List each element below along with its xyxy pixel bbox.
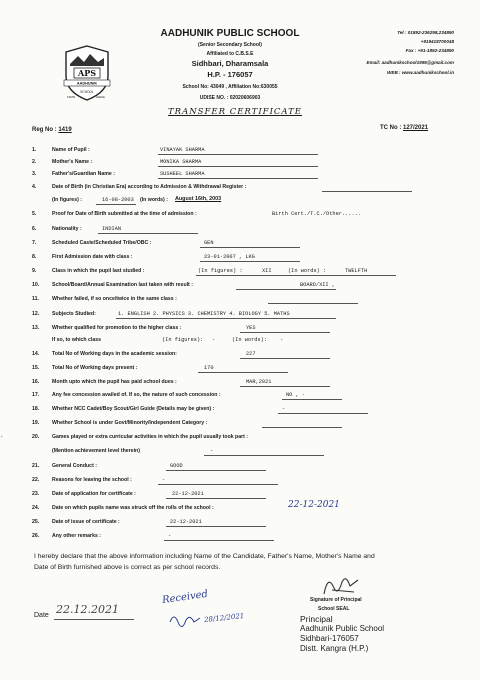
field-value: 227 [246, 351, 256, 357]
field-label: Proof for Date of Birth submitted at the time of admission : [52, 211, 197, 217]
field-value: MAR,2021 [246, 379, 272, 385]
field-underline [200, 247, 300, 248]
field-value: 22-12-2021 [170, 519, 202, 525]
stamp-line3: Distt. Kangra (H.P.) [300, 644, 369, 653]
promo-words-label: (In words): [232, 337, 267, 343]
field-underline [240, 358, 330, 359]
fax: Fax : +91-1892-234890 [405, 48, 454, 53]
field-label: If so, to which class [52, 337, 102, 343]
field-number: 20. [32, 434, 40, 440]
field-number: 16. [32, 379, 40, 385]
field-label: Games played or extra curricular activities in which the pupil usually took part : [52, 434, 249, 440]
website: WEB : www.aadhunikschool.in [387, 70, 454, 75]
field-underline [96, 204, 136, 205]
field-number: 8. [32, 254, 37, 260]
field-value: - [0, 434, 4, 440]
field-value: Birth Cert./T.C./Other...... [272, 211, 362, 217]
field-label: Mother's Name : [52, 159, 93, 165]
field-number: 3. [32, 171, 37, 177]
email: Email: aadhunikschool1995@gmail.com [366, 60, 454, 65]
field-label: Reasons for leaving the school : [52, 477, 132, 483]
promo-words-value: - [280, 337, 284, 343]
field-number: 13. [32, 325, 40, 331]
field-number: 22. [32, 477, 40, 483]
field-number: 21. [32, 463, 40, 469]
field-value: YES [246, 325, 256, 331]
field-underline [240, 332, 330, 333]
dob-words-value: August 16th, 2003 [175, 196, 222, 202]
field-label: Whether failed, if so once/twice in the same class : [52, 296, 177, 302]
field-number: 15. [32, 365, 40, 371]
field-number: 10. [32, 282, 40, 288]
logo-side-right: LEDGE [96, 96, 105, 99]
field-value: INDIAN [102, 226, 122, 232]
field-number: 2. [32, 159, 37, 165]
field-value: GEN [204, 240, 214, 246]
field-number: 6. [32, 226, 37, 232]
telephone: Tel : 01892-236298,234890 [397, 30, 454, 35]
field-underline [166, 526, 266, 527]
field-underline [158, 166, 318, 167]
field-value: BOARD/XII , [300, 282, 335, 288]
struck-off-date-handwritten: 22-12-2021 [288, 500, 340, 510]
field-label: Month upto which the pupil has paid school dues : [52, 379, 177, 385]
dob-words-label: (In words) : [140, 197, 168, 203]
field-number: 25. [32, 519, 40, 525]
received-date-handwritten: 28/12/2021 [203, 611, 245, 625]
field-label: Whether School is under Govt/Minority/Independent Category : [52, 420, 208, 426]
field-value: VINAYAK SHARMA [160, 147, 205, 153]
field-value: 16-08-2003 [102, 197, 134, 203]
field-number: 4. [32, 184, 37, 190]
tc-value: 127/2021 [403, 125, 429, 131]
field-label: Class in which the pupil last studied : [52, 268, 145, 274]
field-label: Date on which pupils name was struck off the rolls of the school : [52, 505, 214, 511]
tc-label: TC No : [380, 125, 402, 131]
field-number: 7. [32, 240, 37, 246]
field-value: SUSHEEL SHARMA [160, 171, 205, 177]
date-underline [54, 619, 134, 620]
field-underline [262, 427, 342, 428]
class-figures-value: XII [262, 268, 272, 274]
field-underline [158, 484, 278, 485]
field-number: 26. [32, 533, 40, 539]
field-label: Scheduled Caste/Scheduled Tribe/OBC : [52, 240, 152, 246]
field-underline [278, 413, 368, 414]
field-number: 11. [32, 296, 39, 302]
field-label: General Conduct : [52, 463, 97, 469]
field-value: 1. ENGLISH 2. PHYSICS 3. CHEMISTRY 4. BIOLOGY 5. MATHS [118, 311, 290, 317]
field-underline [166, 470, 266, 471]
stamp-title: Principal [300, 614, 333, 624]
field-underline [200, 261, 300, 262]
field-underline [236, 289, 336, 290]
mobile: +919418700048 [420, 39, 454, 44]
field-underline [116, 318, 336, 319]
field-number: 23. [32, 491, 40, 497]
school-seal-label: School SEAL [318, 606, 350, 612]
school-address-line2: H.P. - 176057 [207, 70, 253, 79]
field-label: (Mention achievement level therein) [52, 448, 140, 454]
logo-letters: APS [78, 68, 96, 78]
field-value: - [162, 477, 166, 483]
class-words-label: (In words) : [288, 268, 327, 274]
principal-signature-icon [318, 570, 368, 600]
reg-number [32, 127, 72, 133]
reg-label: Reg No : [32, 127, 57, 133]
field-value: 170 [204, 365, 214, 371]
school-address-line1: Sidhbari, Dharamsala [191, 59, 269, 68]
field-number: 1. [32, 147, 37, 153]
school-affiliation: Affiliated to C.B.S.E [206, 51, 254, 57]
field-underline [164, 540, 274, 541]
field-label: Total No of Working days present : [52, 365, 138, 371]
field-value: MONIKA SHARMA [160, 159, 202, 165]
field-label: (In figures) : [52, 197, 82, 203]
field-label: Date of issue of certificate : [52, 519, 120, 525]
field-label: Father's/Guardian Name : [52, 171, 115, 177]
reg-value: 1419 [58, 127, 72, 133]
field-label: Subjects Studied: [52, 311, 96, 317]
field-number: 9. [32, 268, 37, 274]
field-value: - [282, 406, 286, 412]
promo-figures-label: (In figures): [162, 337, 204, 343]
field-number: 24. [32, 505, 40, 511]
signature-label: Signature of Principal [310, 597, 362, 603]
field-underline [198, 372, 288, 373]
stamp-line2: Sidhbari-176057 [300, 634, 359, 643]
declaration-line2: Date of Birth furnished above is correct as per school records. [34, 564, 221, 571]
field-label: Whether qualified for promotion to the higher class : [52, 325, 182, 331]
field-underline [282, 399, 342, 400]
field-value: GOOD [170, 463, 183, 469]
udise-number: UDISE NO. : 02020606903 [199, 95, 261, 101]
field-underline [204, 455, 324, 456]
promo-figures-value: - [212, 337, 216, 343]
received-handwritten: Received [161, 588, 209, 607]
field-value: 22-12-2021 [172, 491, 204, 497]
field-underline [158, 178, 318, 179]
class-words-value: TWELFTH [345, 268, 368, 274]
school-level: (Senior Secondary School) [198, 42, 262, 48]
field-value: - [168, 533, 172, 539]
received-signature-icon [168, 610, 208, 628]
field-underline [166, 498, 266, 499]
field-underline [240, 386, 330, 387]
stamp-line1: Aadhunik Public School [300, 624, 385, 633]
date-handwritten: 22.12.2021 [56, 603, 119, 616]
field-label: First Admission date with class : [52, 254, 133, 260]
field-number: 19. [32, 420, 40, 426]
school-logo-icon [62, 44, 112, 102]
field-number: 5. [32, 211, 37, 217]
field-label: Name of Pupil : [52, 147, 90, 153]
logo-banner: AADHUNIK [76, 81, 98, 86]
field-value: 23-01-2007 , LKG [204, 254, 255, 260]
certificate-title: TRANSFER CERTIFICATE [168, 107, 302, 117]
tc-number [380, 125, 428, 131]
school-name: AADHUNIK PUBLIC SCHOOL [160, 28, 300, 39]
field-label: Nationality : [52, 226, 82, 232]
field-underline [268, 303, 358, 304]
field-underline [158, 154, 318, 155]
class-underline [196, 275, 396, 276]
field-number: 17. [32, 392, 40, 398]
field-label: Total No of Working days in the academic session: [52, 351, 177, 357]
date-label: Date [34, 612, 49, 619]
field-label: Any fee concession availed of. If so, the nature of such concession : [52, 392, 221, 398]
field-label: Date of application for certificate : [52, 491, 136, 497]
field-label: Date of Birth (in Christian Era) according to Admission & Withdrawal Register : [52, 184, 247, 190]
field-value: - [210, 448, 214, 454]
field-number: 12. [32, 311, 40, 317]
logo-motto: SCHOOL [80, 90, 94, 94]
school-number: School No: 43049 , Affiliation No:630055 [182, 84, 278, 90]
field-label: School/Board/Annual Examination last taken with result : [52, 282, 193, 288]
field-underline [98, 233, 198, 234]
field-label: Whether NCC Cadet/Boy Scout/Girl Guide (Details may be given) : [52, 406, 215, 412]
logo-side-left: KNOW [67, 96, 76, 99]
field-number: 14. [32, 351, 40, 357]
field-value: NO , - [286, 392, 306, 398]
class-figures-label: (In figures) : [198, 268, 243, 274]
field-label: Any other remarks : [52, 533, 102, 539]
field-number: 18. [32, 406, 40, 412]
declaration-line1: I hereby declare that the above information including Name of the Candidate, Father's Name, Mother's Name and [34, 553, 375, 560]
field-underline [322, 191, 412, 192]
